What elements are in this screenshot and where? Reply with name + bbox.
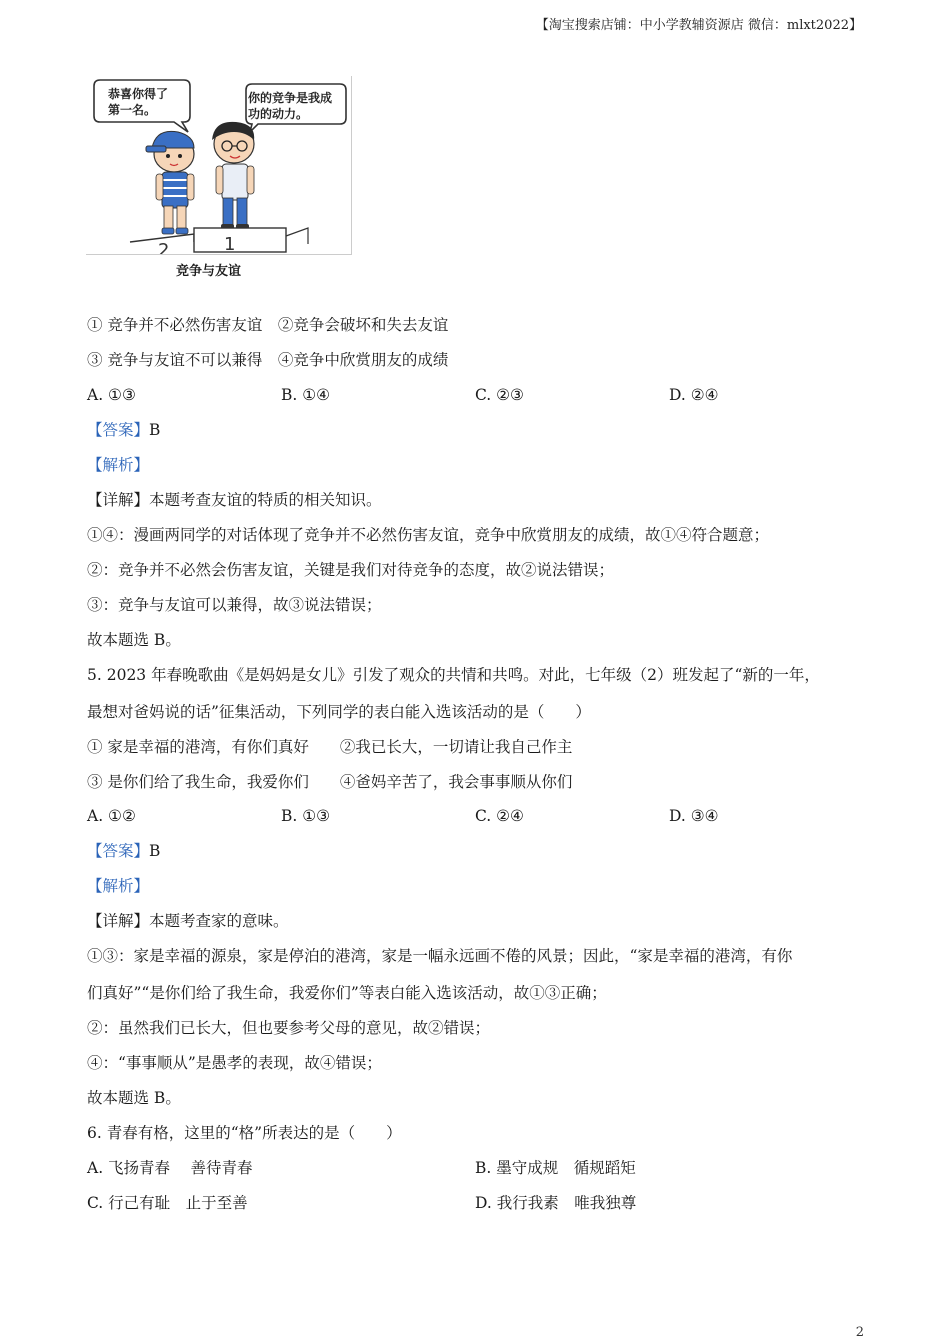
- q5-analysis-tag: 【解析】: [87, 877, 150, 895]
- q4-analysis-line-1: ①④：漫画两同学的对话体现了竞争并不必然伤害友谊，竞争中欣赏朋友的成绩，故①④符合题意；: [87, 526, 770, 544]
- q5-option-c: C. ②④: [475, 807, 524, 825]
- answer-value: B: [149, 421, 161, 439]
- q5-analysis-line-4: ④：“事事顺从”是愚孝的表现，故④错误；: [87, 1054, 382, 1072]
- q5-statement-1: ① 家是幸福的港湾，有你们真好 ②我已长大，一切请让我自己作主: [87, 738, 573, 756]
- q5-detail: [87, 911, 289, 931]
- q4-analysis-tag: 【解析】: [87, 456, 150, 474]
- answer-value: B: [149, 842, 161, 860]
- answer-tag: 【答案】: [87, 421, 150, 439]
- q6-option-b: B. 墨守成规 循规蹈矩: [475, 1159, 636, 1177]
- q6-option-a: A. 飞扬青春 善待青春: [87, 1159, 253, 1177]
- q5-stem-line-2: 最想对爸妈说的话”征集活动，下列同学的表白能入选该活动的是（ ）: [87, 703, 591, 721]
- q6-option-d: D. 我行我素 唯我独尊: [475, 1194, 637, 1212]
- q5-option-d: D. ③④: [669, 807, 719, 825]
- q5-stem-line-1: 5. 2023 年春晚歌曲《是妈妈是女儿》引发了观众的共情和共鸣。对此，七年级（2）班发起了“新的一年，: [87, 666, 820, 684]
- answer-tag: 【答案】: [87, 842, 150, 860]
- detail-text: 本题考查家的意味。: [149, 912, 289, 930]
- q5-statement-2: ③ 是你们给了我生命，我爱你们 ④爸妈辛苦了，我会事事顺从你们: [87, 773, 573, 791]
- q4-answer: [87, 420, 160, 440]
- detail-tag: 【详解】: [87, 912, 150, 930]
- q4-option-c: C. ②③: [475, 386, 524, 404]
- q5-conclusion: 故本题选 B。: [87, 1089, 181, 1107]
- bubble-left-line2: 第一名。: [108, 103, 157, 117]
- cartoon-figure: [86, 76, 352, 255]
- q4-statement-1: ① 竞争并不必然伤害友谊 ②竞争会破坏和失去友谊: [87, 316, 449, 334]
- q5-option-a: A. ①②: [87, 807, 136, 825]
- bubble-right-line2: 功的动力。: [248, 107, 309, 121]
- q5-option-b: B. ①③: [281, 807, 331, 825]
- q4-statement-2: ③ 竞争与友谊不可以兼得 ④竞争中欣赏朋友的成绩: [87, 351, 449, 369]
- q4-option-a: A. ①③: [87, 386, 136, 404]
- figure-caption: 竞争与友谊: [176, 264, 242, 279]
- q5-analysis-line-3: ②：虽然我们已长大，但也要参考父母的意见，故②错误；: [87, 1019, 491, 1037]
- q4-analysis-line-3: ③：竞争与友谊可以兼得，故③说法错误；: [87, 596, 382, 614]
- q5-analysis-line-1: ①③：家是幸福的源泉，家是停泊的港湾，家是一幅永远画不倦的风景；因此，“家是幸福的港湾，有你: [87, 947, 793, 965]
- q4-conclusion: 故本题选 B。: [87, 631, 181, 649]
- q5-answer: [87, 841, 160, 861]
- q4-option-d: D. ②④: [669, 386, 719, 404]
- cartoon-illustration: [86, 76, 351, 254]
- q4-option-b: B. ①④: [281, 386, 331, 404]
- podium-first-label: 1: [224, 234, 236, 254]
- q6-stem: 6. 青春有格，这里的“格”所表达的是（ ）: [87, 1124, 402, 1142]
- bubble-left-line1: 恭喜你得了: [108, 87, 169, 101]
- page-number: 2: [855, 1325, 864, 1340]
- detail-tag: 【详解】: [87, 491, 150, 509]
- q5-analysis-line-2: 们真好”“是你们给了我生命，我爱你们”等表白能入选该活动，故①③正确；: [87, 984, 607, 1002]
- detail-text: 本题考查友谊的特质的相关知识。: [149, 491, 382, 509]
- q4-detail: [87, 490, 382, 510]
- page-header: 【淘宝搜索店铺：中小学教辅资源店 微信：mlxt2022】: [535, 18, 862, 33]
- podium-second-label: 2: [158, 240, 170, 254]
- q6-option-c: C. 行己有耻 止于至善: [87, 1194, 248, 1212]
- q4-analysis-line-2: ②：竞争并不必然会伤害友谊，关键是我们对待竞争的态度，故②说法错误；: [87, 561, 615, 579]
- bubble-right-line1: 你的竞争是我成: [248, 91, 333, 105]
